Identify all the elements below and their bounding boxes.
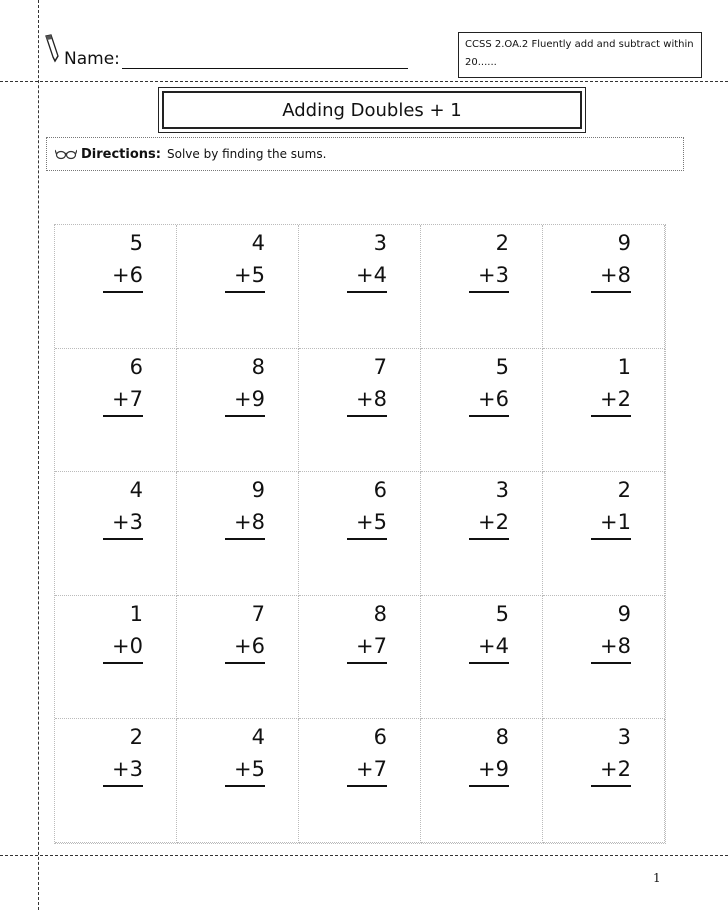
addition-problem bbox=[347, 227, 387, 293]
addition-problem bbox=[347, 598, 387, 664]
addition-problem bbox=[225, 474, 265, 540]
addition-problem bbox=[469, 721, 509, 787]
addend-bottom: +8 bbox=[591, 259, 631, 293]
addend-bottom: +9 bbox=[469, 753, 509, 787]
addition-problem bbox=[469, 598, 509, 664]
header-dashed-divider bbox=[0, 81, 728, 82]
addend-bottom: +9 bbox=[225, 383, 265, 417]
standard-box: CCSS 2.OA.2 Fluently add and subtract within 20...... bbox=[458, 32, 702, 78]
addend-bottom: +5 bbox=[225, 753, 265, 787]
addend-top: 8 bbox=[251, 354, 265, 379]
problem-cell bbox=[299, 225, 421, 349]
addend-bottom: +0 bbox=[103, 630, 143, 664]
directions-label: Directions: bbox=[81, 146, 161, 162]
glasses-icon bbox=[55, 148, 77, 160]
addend-top: 9 bbox=[251, 478, 265, 503]
problem-cell bbox=[177, 349, 299, 473]
addend-bottom: +7 bbox=[103, 383, 143, 417]
addition-problem bbox=[347, 721, 387, 787]
problem-cell bbox=[55, 349, 177, 473]
directions-box bbox=[46, 137, 684, 171]
addend-top: 9 bbox=[617, 601, 631, 626]
addition-problem bbox=[469, 227, 509, 293]
addend-top: 5 bbox=[129, 231, 143, 255]
addend-top: 3 bbox=[617, 725, 631, 750]
addend-top: 6 bbox=[373, 478, 387, 503]
addition-problem bbox=[225, 721, 265, 787]
problem-cell bbox=[177, 225, 299, 349]
problem-cell bbox=[55, 596, 177, 720]
addition-problem bbox=[347, 351, 387, 417]
problem-grid bbox=[54, 224, 666, 844]
addend-bottom: +2 bbox=[469, 506, 509, 540]
addend-top: 8 bbox=[373, 601, 387, 626]
addition-problem bbox=[591, 351, 631, 417]
problem-cell bbox=[177, 719, 299, 843]
addend-bottom: +1 bbox=[591, 506, 631, 540]
addend-bottom: +3 bbox=[103, 506, 143, 540]
addend-bottom: +3 bbox=[103, 753, 143, 787]
addition-problem bbox=[469, 474, 509, 540]
problem-cell bbox=[299, 472, 421, 596]
addition-problem bbox=[591, 474, 631, 540]
addition-problem bbox=[225, 227, 265, 293]
addend-top: 2 bbox=[495, 231, 509, 255]
addition-problem bbox=[225, 351, 265, 417]
addition-problem bbox=[103, 351, 143, 417]
addend-bottom: +6 bbox=[225, 630, 265, 664]
addend-top: 4 bbox=[129, 478, 143, 503]
problem-cell bbox=[421, 719, 543, 843]
addend-top: 1 bbox=[129, 601, 143, 626]
problem-cell bbox=[299, 719, 421, 843]
addend-top: 4 bbox=[251, 231, 265, 255]
problem-cell bbox=[421, 225, 543, 349]
addend-top: 6 bbox=[373, 725, 387, 750]
addition-problem bbox=[591, 227, 631, 293]
addend-top: 1 bbox=[617, 354, 631, 379]
problem-cell bbox=[299, 349, 421, 473]
addition-problem bbox=[103, 721, 143, 787]
problem-cell bbox=[299, 596, 421, 720]
addend-top: 8 bbox=[495, 725, 509, 750]
margin-dashed-line bbox=[38, 0, 39, 910]
addition-problem bbox=[225, 598, 265, 664]
addend-bottom: +2 bbox=[591, 753, 631, 787]
addend-top: 3 bbox=[495, 478, 509, 503]
problem-cell bbox=[543, 719, 665, 843]
addition-problem bbox=[469, 351, 509, 417]
addend-bottom: +8 bbox=[591, 630, 631, 664]
addend-bottom: +2 bbox=[591, 383, 631, 417]
problem-cell bbox=[421, 596, 543, 720]
addend-top: 6 bbox=[129, 354, 143, 379]
addend-bottom: +7 bbox=[347, 630, 387, 664]
pencil-icon bbox=[42, 34, 64, 64]
page-number: 1 bbox=[653, 871, 661, 885]
problem-cell bbox=[543, 472, 665, 596]
problem-cell bbox=[55, 225, 177, 349]
addition-problem bbox=[347, 474, 387, 540]
addend-top: 5 bbox=[495, 354, 509, 379]
problem-cell bbox=[177, 596, 299, 720]
addend-bottom: +6 bbox=[469, 383, 509, 417]
addend-top: 2 bbox=[129, 725, 143, 750]
addend-bottom: +5 bbox=[225, 259, 265, 293]
problem-cell bbox=[543, 596, 665, 720]
name-label: Name: bbox=[64, 49, 120, 69]
problem-cell bbox=[421, 472, 543, 596]
addend-top: 3 bbox=[373, 231, 387, 255]
addend-top: 4 bbox=[251, 725, 265, 750]
addend-bottom: +8 bbox=[347, 383, 387, 417]
addend-top: 7 bbox=[251, 601, 265, 626]
footer-dashed-divider bbox=[0, 855, 728, 856]
title-frame bbox=[158, 87, 586, 133]
addition-problem bbox=[591, 598, 631, 664]
addition-problem bbox=[103, 227, 143, 293]
addend-bottom: +7 bbox=[347, 753, 387, 787]
addition-problem bbox=[103, 474, 143, 540]
addend-bottom: +6 bbox=[103, 259, 143, 293]
addend-top: 9 bbox=[617, 231, 631, 255]
addend-top: 5 bbox=[495, 601, 509, 626]
problem-cell bbox=[55, 719, 177, 843]
problem-cell bbox=[177, 472, 299, 596]
addition-problem bbox=[591, 721, 631, 787]
addend-bottom: +8 bbox=[225, 506, 265, 540]
addend-bottom: +5 bbox=[347, 506, 387, 540]
addition-problem bbox=[103, 598, 143, 664]
problem-cell bbox=[55, 472, 177, 596]
name-field-line[interactable] bbox=[122, 68, 408, 69]
directions-text: Solve by finding the sums. bbox=[166, 147, 327, 161]
addend-bottom: +3 bbox=[469, 259, 509, 293]
problem-cell bbox=[543, 225, 665, 349]
addend-top: 2 bbox=[617, 478, 631, 503]
addend-bottom: +4 bbox=[347, 259, 387, 293]
problem-cell bbox=[543, 349, 665, 473]
addend-bottom: +4 bbox=[469, 630, 509, 664]
worksheet-title: Adding Doubles + 1 bbox=[162, 91, 582, 129]
addend-top: 7 bbox=[373, 354, 387, 379]
problem-cell bbox=[421, 349, 543, 473]
